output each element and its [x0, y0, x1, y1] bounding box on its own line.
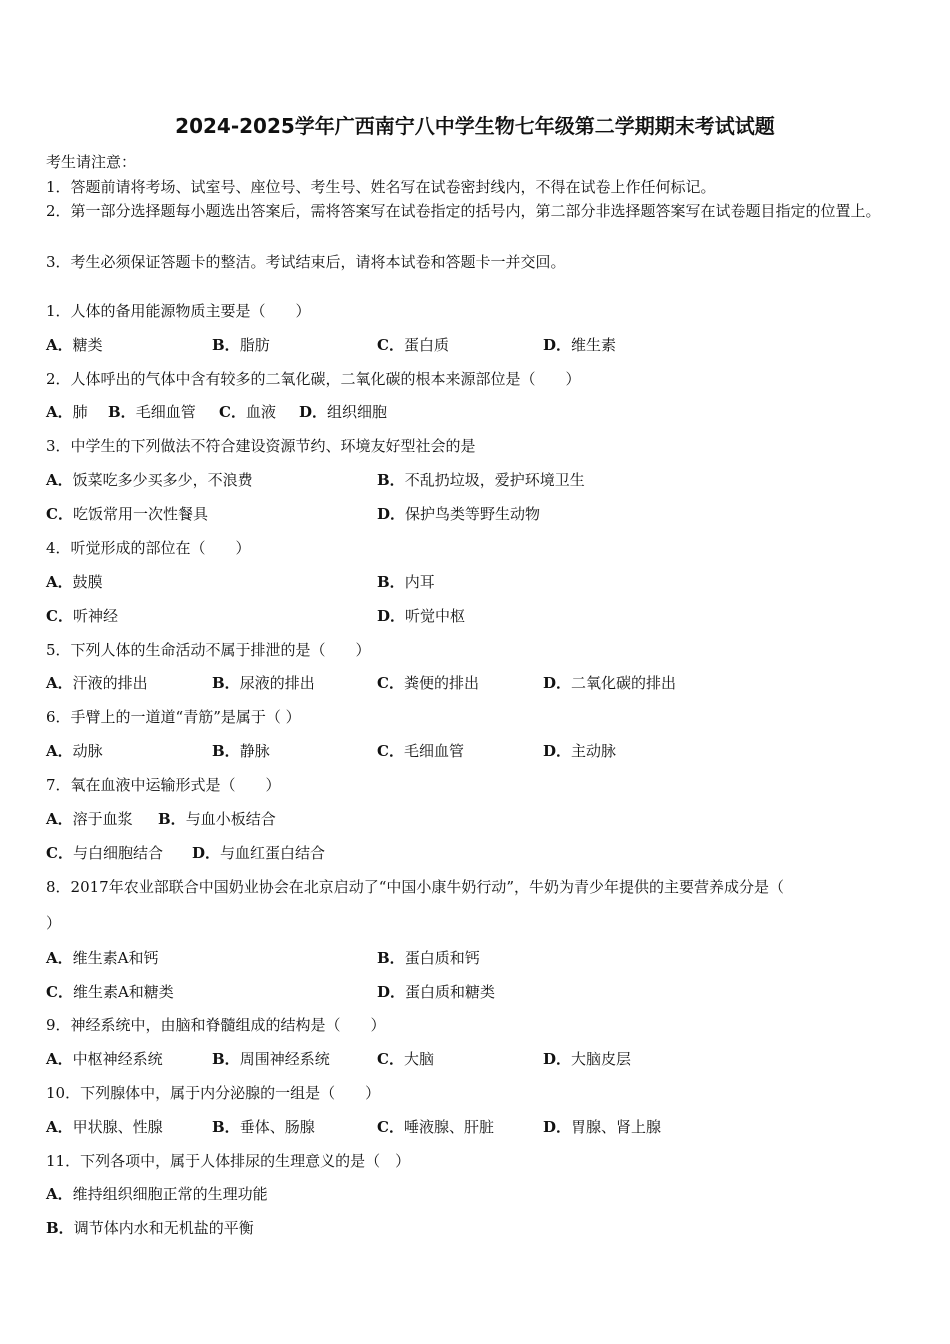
- option-c: C．蛋白质: [377, 336, 449, 354]
- question-stem: 5．下列人体的生命活动不属于排泄的是（ ）: [46, 641, 371, 659]
- option-d: D．听觉中枢: [377, 607, 466, 625]
- option-c: C．唾液腺、肝脏: [377, 1118, 494, 1136]
- option-d: D．主动脉: [543, 742, 617, 760]
- option-b: B．内耳: [377, 573, 435, 591]
- question-stem: 8．2017年农业部联合中国奶业协会在北京启动了“中国小康牛奶行动”，牛奶为青少年提供的主要营养成分是（: [46, 878, 785, 896]
- option-c: C．听神经: [46, 607, 118, 625]
- option-c: C．吃饭常用一次性餐具: [46, 505, 208, 523]
- option-a: A．动脉: [46, 742, 103, 760]
- notice-heading: 考生请注意：: [46, 153, 137, 171]
- option-b: B．与血小板结合: [158, 810, 276, 828]
- question-stem: 3．中学生的下列做法不符合建设资源节约、环境友好型社会的是: [46, 437, 476, 455]
- option-a: A．维生素A和钙: [46, 949, 159, 967]
- option-a: A．溶于血浆: [46, 810, 133, 828]
- option-b: B．周围神经系统: [212, 1050, 330, 1068]
- option-d: D．蛋白质和糖类: [377, 983, 496, 1001]
- exam-title: 2024-2025学年广西南宁八中学生物七年级第二学期期末考试试题: [175, 114, 775, 138]
- question-stem: 4．听觉形成的部位在（ ）: [46, 539, 251, 557]
- question-stem: 9．神经系统中，由脑和脊髓组成的结构是（ ）: [46, 1016, 386, 1034]
- option-b: B．垂体、肠腺: [212, 1118, 315, 1136]
- option-b: B．调节体内水和无机盐的平衡: [46, 1219, 254, 1237]
- option-d: D．二氧化碳的排出: [543, 674, 677, 692]
- question-stem: 1．人体的备用能源物质主要是（ ）: [46, 302, 311, 320]
- option-a: A．汗液的排出: [46, 674, 148, 692]
- option-c: C．毛细血管: [377, 742, 464, 760]
- notice-item-1: 1．答题前请将考场、试室号、座位号、考生号、姓名写在试卷密封线内，不得在试卷上作任何标记。: [46, 178, 716, 196]
- option-c: C．粪便的排出: [377, 674, 479, 692]
- option-d: D．胃腺、肾上腺: [543, 1118, 662, 1136]
- question-stem: 11．下列各项中，属于人体排尿的生理意义的是（ ）: [46, 1152, 411, 1170]
- option-c: C．血液: [219, 403, 276, 421]
- option-d: D．大脑皮层: [543, 1050, 632, 1068]
- option-c: C．维生素A和糖类: [46, 983, 174, 1001]
- option-d: D．维生素: [543, 336, 617, 354]
- option-a: A．肺: [46, 403, 88, 421]
- option-a: A．糖类: [46, 336, 103, 354]
- option-b: B．静脉: [212, 742, 270, 760]
- option-a: A．中枢神经系统: [46, 1050, 163, 1068]
- option-c: C．大脑: [377, 1050, 434, 1068]
- question-stem: 7．氧在血液中运输形式是（ ）: [46, 776, 281, 794]
- option-d: D．组织细胞: [299, 403, 388, 421]
- option-c: C．与白细胞结合: [46, 844, 163, 862]
- option-a: A．饭菜吃多少买多少，不浪费: [46, 471, 253, 489]
- option-a: A．甲状腺、性腺: [46, 1118, 163, 1136]
- question-stem: 6．手臂上的一道道“青筋”是属于（ ）: [46, 708, 301, 726]
- option-b: B．不乱扔垃圾，爱护环境卫生: [377, 471, 585, 489]
- option-a: A．鼓膜: [46, 573, 103, 591]
- option-b: B．蛋白质和钙: [377, 949, 480, 967]
- option-b: B．毛细血管: [108, 403, 196, 421]
- option-b: B．脂肪: [212, 336, 270, 354]
- option-d: D．与血红蛋白结合: [192, 844, 326, 862]
- option-b: B．尿液的排出: [212, 674, 315, 692]
- question-stem-continued: ）: [46, 914, 62, 932]
- question-stem: 10．下列腺体中，属于内分泌腺的一组是（ ）: [46, 1084, 381, 1102]
- notice-item-3: 3．考生必须保证答题卡的整洁。考试结束后，请将本试卷和答题卡一并交回。: [46, 253, 566, 271]
- option-d: D．保护鸟类等野生动物: [377, 505, 541, 523]
- option-a: A．维持组织细胞正常的生理功能: [46, 1185, 268, 1203]
- notice-item-2: 2．第一部分选择题每小题选出答案后，需将答案写在试卷指定的括号内，第二部分非选择题答案写在试卷题目指定的位置上。: [46, 202, 881, 220]
- question-stem: 2．人体呼出的气体中含有较多的二氧化碳，二氧化碳的根本来源部位是（ ）: [46, 370, 581, 388]
